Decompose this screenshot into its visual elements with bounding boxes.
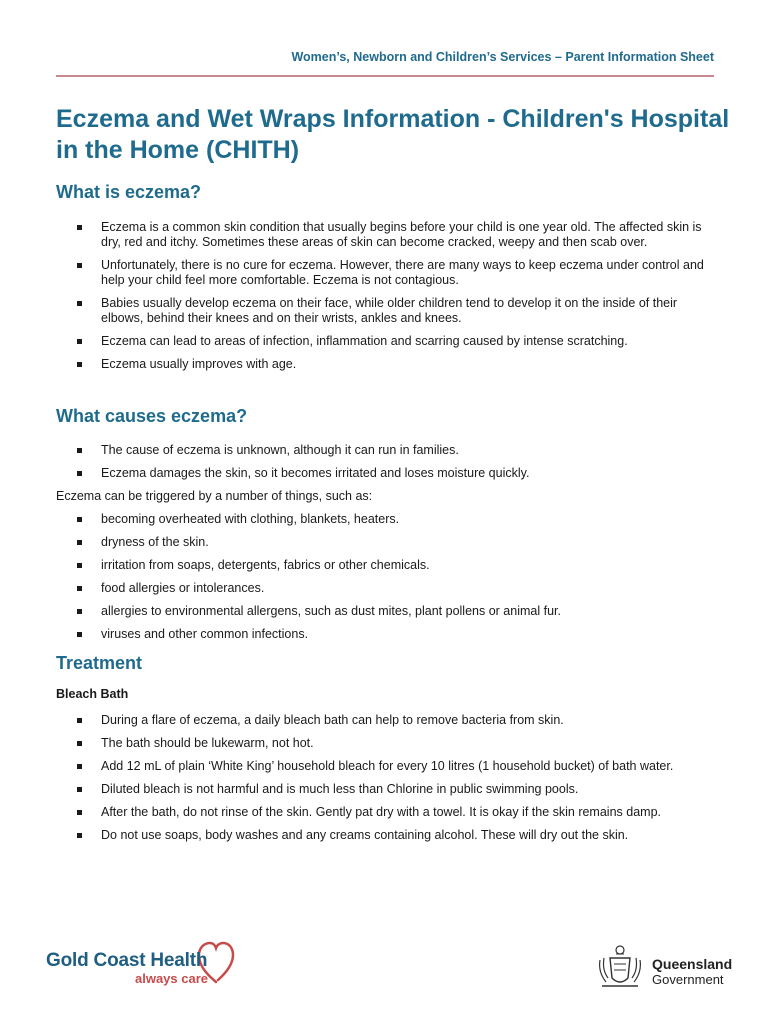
list-item-text: dryness of the skin.: [101, 535, 209, 549]
document-header: Women’s, Newborn and Children’s Services – Parent Information Sheet: [291, 50, 714, 64]
list-item: [56, 466, 716, 481]
bullet-icon: [77, 471, 82, 476]
list-item-text: Babies usually develop eczema on their face, while older children tend to develop it on the inside of their elbows, behind their knees and on their wrists, ankles and knees.: [101, 296, 678, 325]
list-item-text: food allergies or intolerances.: [101, 581, 265, 595]
list-item: [56, 512, 716, 527]
triggers-list: [56, 512, 716, 650]
bullet-icon: [77, 339, 82, 344]
bullet-icon: [77, 263, 82, 268]
list-item: [56, 334, 716, 349]
list-item: [56, 736, 716, 751]
list-item-text: During a flare of eczema, a daily bleach bath can help to remove bacteria from skin.: [101, 713, 564, 727]
list-item-text: Eczema damages the skin, so it becomes irritated and loses moisture quickly.: [101, 466, 530, 480]
list-item: [56, 828, 716, 843]
gold-coast-health-logo: [46, 940, 236, 990]
causes-list: [56, 443, 716, 489]
bleach-bath-list: [56, 713, 716, 851]
list-item-text: Do not use soaps, body washes and any creams containing alcohol. These will dry out the skin.: [101, 828, 629, 842]
list-item-text: The cause of eczema is unknown, although it can run in families.: [101, 443, 459, 457]
queensland-government-logo: [594, 944, 734, 992]
list-item-text: After the bath, do not rinse of the skin. Gently pat dry with a towel. It is okay if the skin remains damp.: [101, 805, 661, 819]
heading-what-causes-eczema: What causes eczema?: [56, 406, 248, 426]
list-item-text: Unfortunately, there is no cure for eczema. However, there are many ways to keep eczema under control and help your child feel more comfortable. Eczema is not contagious.: [101, 258, 704, 287]
heading-treatment: Treatment: [56, 653, 143, 673]
list-item: [56, 782, 716, 797]
bullet-icon: [77, 301, 82, 306]
list-item-text: The bath should be lukewarm, not hot.: [101, 736, 314, 750]
heading-what-is-eczema: What is eczema?: [56, 182, 202, 202]
list-item-text: Eczema can lead to areas of infection, inflammation and scarring caused by intense scratching.: [101, 334, 628, 348]
heading-bleach-bath: Bleach Bath: [56, 687, 129, 701]
list-item: [56, 258, 716, 288]
bullet-icon: [77, 787, 82, 792]
list-item: [56, 805, 716, 820]
bullet-icon: [77, 517, 82, 522]
bullet-icon: [77, 540, 82, 545]
bullet-icon: [77, 225, 82, 230]
list-item: [56, 713, 716, 728]
list-item: [56, 357, 716, 372]
bullet-icon: [77, 362, 82, 367]
gch-tagline: always care: [135, 971, 209, 986]
list-item: [56, 443, 716, 458]
gch-name: Gold Coast Health: [46, 950, 208, 971]
qld-line-1: Queensland: [652, 956, 733, 972]
coat-of-arms-icon: [594, 944, 646, 992]
bullet-icon: [77, 764, 82, 769]
bullet-icon: [77, 833, 82, 838]
list-item: [56, 296, 716, 326]
bullet-icon: [77, 563, 82, 568]
list-item: [56, 604, 716, 619]
bullet-icon: [77, 632, 82, 637]
bullet-icon: [77, 741, 82, 746]
list-item-text: Diluted bleach is not harmful and is much less than Chlorine in public swimming pools.: [101, 782, 579, 796]
list-item-text: viruses and other common infections.: [101, 627, 309, 641]
what-is-eczema-list: [56, 220, 716, 380]
bullet-icon: [77, 586, 82, 591]
list-item: [56, 558, 716, 573]
list-item-text: Add 12 mL of plain ‘White King’ household bleach for every 10 litres (1 household bucket) of bath water.: [101, 759, 674, 773]
list-item: [56, 627, 716, 642]
list-item-text: allergies to environmental allergens, such as dust mites, plant pollens or animal fur.: [101, 604, 561, 618]
bullet-icon: [77, 609, 82, 614]
page-title: Eczema and Wet Wraps Information - Children's Hospital in the Home (CHITH): [56, 105, 730, 164]
list-item: [56, 535, 716, 550]
list-item: [56, 759, 716, 774]
list-item-text: irritation from soaps, detergents, fabrics or other chemicals.: [101, 558, 430, 572]
header-divider: [56, 75, 714, 77]
qld-line-2: Government: [652, 972, 724, 987]
list-item: [56, 220, 716, 250]
list-item-text: Eczema is a common skin condition that usually begins before your child is one year old. The affected skin is dry, red and itchy. Sometimes these areas of skin can become cracked, weepy and then scab over.: [101, 220, 702, 249]
bullet-icon: [77, 718, 82, 723]
triggers-intro: Eczema can be triggered by a number of things, such as:: [56, 489, 373, 503]
list-item-text: becoming overheated with clothing, blankets, heaters.: [101, 512, 400, 526]
list-item: [56, 581, 716, 596]
bullet-icon: [77, 810, 82, 815]
bullet-icon: [77, 448, 82, 453]
list-item-text: Eczema usually improves with age.: [101, 357, 297, 371]
